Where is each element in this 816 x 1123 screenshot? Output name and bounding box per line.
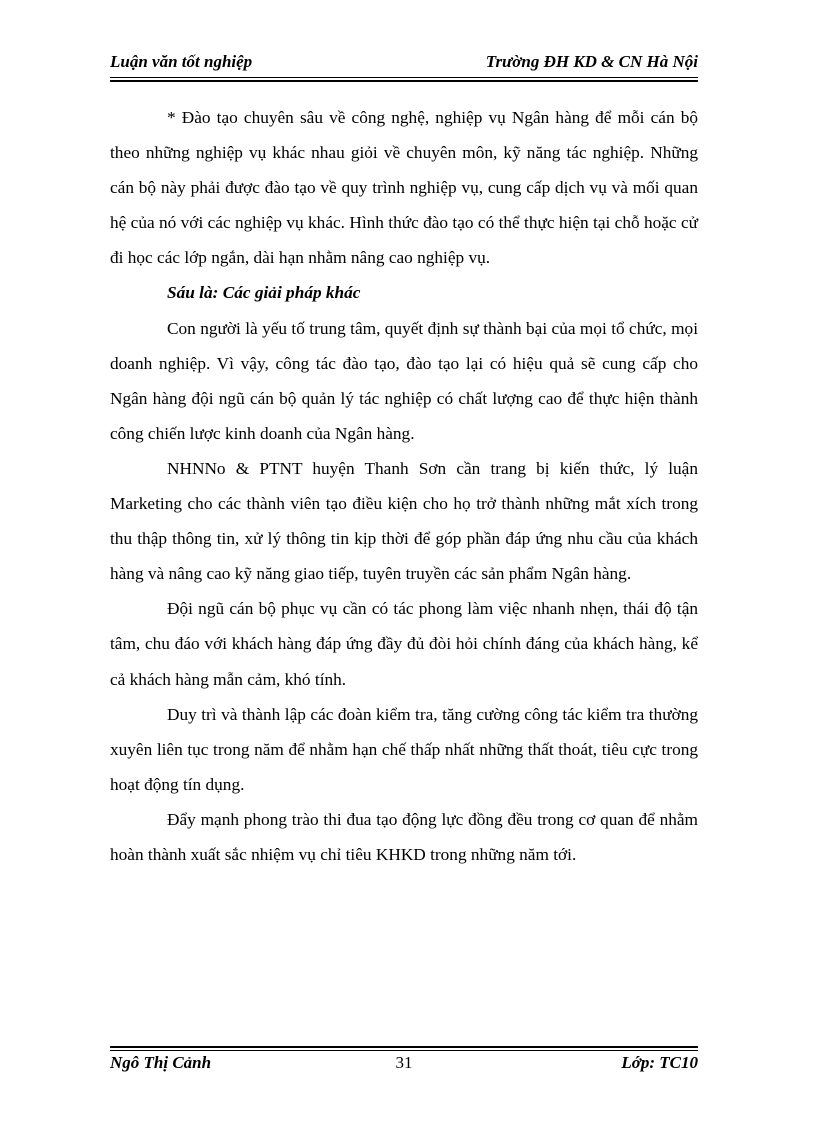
header-rule	[110, 77, 698, 82]
paragraph-inspection: Duy trì và thành lập các đoàn kiểm tra, tăng cường công tác kiểm tra thường xuyên liên tục trong năm để nhằm hạn chế thấp nhất những thất thoát, tiêu cực trong hoạt động tín dụng.	[110, 704, 698, 794]
page-footer	[110, 1053, 698, 1077]
header-thesis-title: Luận văn tốt nghiệp	[110, 52, 253, 71]
header-university: Trường ĐH KD & CN Hà Nội	[485, 52, 698, 71]
footer-author: Ngô Thị Cảnh	[110, 1053, 212, 1072]
paragraph-marketing: NHNNo & PTNT huyện Thanh Sơn cần trang bị kiến thức, lý luận Marketing cho các thành viên tạo điều kiện cho họ trở thành những mắt xích trong thu thập thông tin, xử lý thông tin kịp thời để góp phần đáp ứng nhu cầu của khách hàng và nâng cao kỹ năng giao tiếp, tuyên truyền các sản phẩm Ngân hàng.	[110, 458, 698, 584]
paragraph-training: * Đào tạo chuyên sâu về công nghệ, nghiệp vụ Ngân hàng để mỗi cán bộ theo những nghiệp vụ khác nhau giỏi về chuyên môn, kỹ năng tác nghiệp. Những cán bộ này phải được đào tạo về quy trình nghiệp vụ, cung cấp dịch vụ và mối quan hệ của nó với các nghiệp vụ khác. Hình thức đào tạo có thể thực hiện tại chỗ hoặc cử đi học các lớp ngắn, dài hạn nhằm nâng cao nghiệp vụ.	[110, 108, 698, 268]
footer-rule	[110, 1046, 698, 1051]
paragraph-human-factor: Con người là yếu tố trung tâm, quyết định sự thành bại của mọi tổ chức, mọi doanh nghiệp. Vì vậy, công tác đào tạo, đào tạo lại có hiệu quả sẽ cung cấp cho Ngân hàng đội ngũ cán bộ quản lý tác nghiệp có chất lượng cao để thực hiện thành công chiến lược kinh doanh của Ngân hàng.	[110, 318, 698, 443]
page-body	[110, 100, 698, 872]
paragraph-emulation: Đẩy mạnh phong trào thi đua tạo động lực đồng đều trong cơ quan để nhằm hoàn thành xuất sắc nhiệm vụ chỉ tiêu KHKD trong những năm tới.	[110, 809, 698, 864]
section-heading: Sáu là: Các giải pháp khác	[167, 283, 361, 303]
footer-page-number: 31	[395, 1053, 413, 1072]
page-header	[110, 52, 698, 78]
footer-class: Lớp: TC10	[621, 1053, 698, 1072]
paragraph-staff-attitude: Đội ngũ cán bộ phục vụ cần có tác phong làm việc nhanh nhẹn, thái độ tận tâm, chu đáo với khách hàng đáp ứng đầy đủ đòi hỏi chính đáng của khách hàng, kể cả khách hàng mẫn cảm, khó tính.	[110, 599, 698, 689]
